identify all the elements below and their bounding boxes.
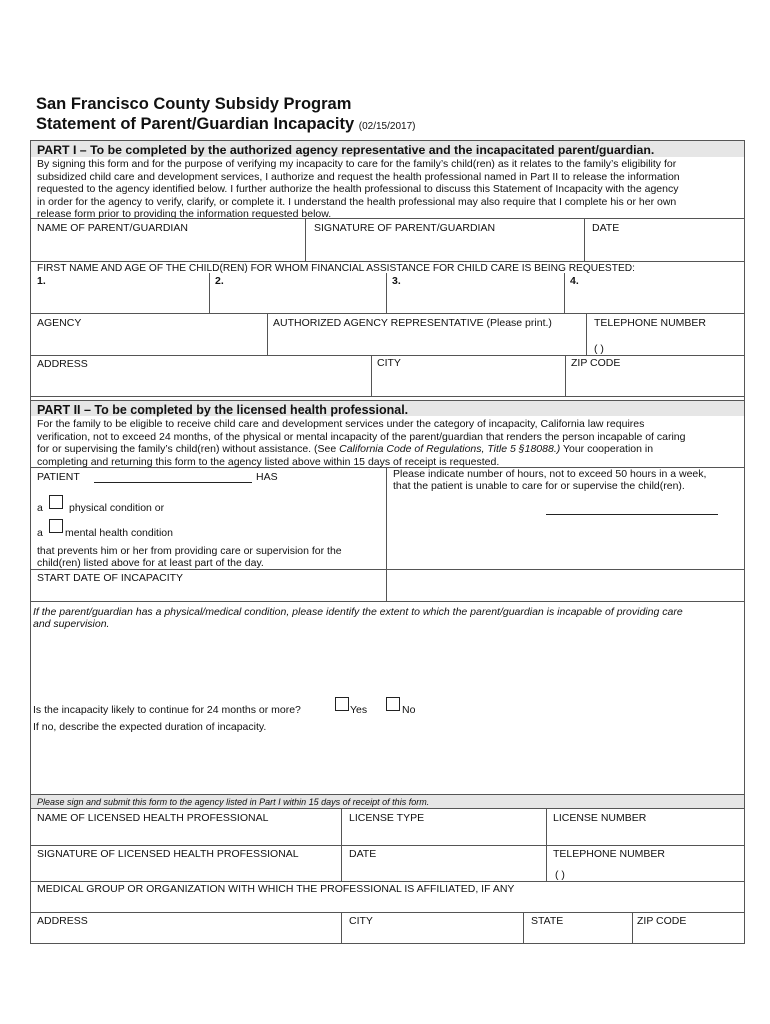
- license-number-field[interactable]: [547, 809, 744, 845]
- license-number-label: LICENSE NUMBER: [553, 812, 647, 824]
- agency-rep-label: AUTHORIZED AGENCY REPRESENTATIVE (Please print.): [273, 317, 552, 329]
- part2-intro-text: for or supervising the family’s child(ren) without assistance. (See: [37, 443, 340, 455]
- patient-name-line[interactable]: [94, 482, 252, 483]
- org-label: MEDICAL GROUP OR ORGANIZATION WITH WHICH THE PROFESSIONAL IS AFFILIATED, IF ANY: [37, 883, 515, 895]
- child-3-number: 3.: [392, 275, 401, 287]
- start-date-label: START DATE OF INCAPACITY: [37, 572, 184, 584]
- hp-address-field[interactable]: [31, 913, 341, 944]
- part2-heading: PART II – To be completed by the licensed health professional.: [37, 403, 409, 417]
- hours-instruction: that the patient is unable to care for or supervise the child(ren).: [393, 480, 685, 492]
- part2-intro-text: Your cooperation in: [560, 443, 654, 455]
- form-subtitle: [36, 115, 415, 134]
- hp-signature-field[interactable]: [31, 846, 341, 881]
- agency-field[interactable]: [31, 314, 267, 355]
- agency-address-field[interactable]: [31, 356, 371, 396]
- hp-city-field[interactable]: [342, 913, 523, 944]
- physical-condition-label: physical condition or: [69, 502, 165, 514]
- agency-phone-paren: ( ): [594, 343, 604, 355]
- parent-name-label: NAME OF PARENT/GUARDIAN: [37, 222, 188, 234]
- part1-intro-line: release form prior to providing the information requested below.: [37, 208, 332, 220]
- form-frame: [30, 140, 745, 944]
- agency-address-label: ADDRESS: [37, 358, 88, 370]
- patient-label: PATIENT: [37, 471, 80, 483]
- part2-intro-line: For the family to be eligible to receive child care and development services under the category of incapacity, California law requires: [37, 418, 645, 430]
- hours-instruction: Please indicate number of hours, not to exceed 50 hours in a week,: [393, 468, 707, 480]
- child-4-number: 4.: [570, 275, 579, 287]
- regulation-citation: California Code of Regulations, Title 5 §18088.): [339, 443, 561, 455]
- mental-condition-checkbox[interactable]: [49, 519, 63, 533]
- hp-phone-label: TELEPHONE NUMBER: [553, 848, 666, 860]
- extent-question: and supervision.: [33, 618, 110, 630]
- hp-signature-label: SIGNATURE OF LICENSED HEALTH PROFESSIONAL: [37, 848, 299, 860]
- no-checkbox[interactable]: [386, 697, 400, 711]
- part1-intro-line: subsidized child care and development services, I authorize and request the health professional named in Part II to release the information: [37, 170, 680, 183]
- hp-state-label: STATE: [531, 915, 564, 927]
- mental-condition-label: mental health condition: [65, 527, 173, 539]
- hp-phone-paren: ( ): [555, 869, 565, 881]
- divider: [31, 261, 744, 262]
- hp-date-label: DATE: [349, 848, 377, 860]
- prevents-text: child(ren) listed above for at least part of the day.: [37, 557, 264, 569]
- agency-city-field[interactable]: [372, 356, 565, 396]
- part1-intro-line: By signing this form and for the purpose of verifying my incapacity to care for the family’s child(ren) as it relates to the family’s eligibility for: [37, 158, 677, 170]
- agency-label: AGENCY: [37, 317, 82, 329]
- child-3-field[interactable]: [387, 273, 564, 313]
- a-label: a: [37, 527, 43, 539]
- form-title: San Francisco County Subsidy Program: [36, 95, 352, 113]
- hp-date-field[interactable]: [342, 846, 546, 881]
- hp-state-field[interactable]: [524, 913, 632, 944]
- hp-city-label: CITY: [349, 915, 373, 927]
- physical-condition-checkbox[interactable]: [49, 495, 63, 509]
- divider: [31, 601, 744, 602]
- hp-address-label: ADDRESS: [37, 915, 88, 927]
- child-2-number: 2.: [215, 275, 224, 287]
- part1-intro-line: requested to the agency identified below. I further authorize the health professional to discuss this Statement of Incapacity with the agency: [37, 183, 679, 195]
- child-1-field[interactable]: [31, 273, 209, 313]
- parent-date-label: DATE: [592, 222, 620, 234]
- submit-note: Please sign and submit this form to the agency listed in Part I within 15 days of receipt of this form.: [37, 797, 430, 807]
- agency-city-label: CITY: [377, 357, 401, 369]
- divider: [31, 396, 744, 397]
- parent-date-field[interactable]: [585, 219, 744, 261]
- hp-phone-field[interactable]: [547, 859, 744, 881]
- part1-intro: [37, 158, 741, 221]
- agency-zip-field[interactable]: [566, 356, 744, 396]
- hp-name-label: NAME OF LICENSED HEALTH PROFESSIONAL: [37, 812, 269, 824]
- part2-intro-line: [37, 443, 743, 456]
- agency-phone-field[interactable]: [587, 329, 744, 355]
- part1-intro-line: in order for the agency to verify, clarify, or complete it. I understand the health professional may also require that I complete his or her own: [37, 195, 677, 208]
- parent-name-field[interactable]: [31, 219, 305, 261]
- parent-signature-field[interactable]: [306, 219, 584, 261]
- has-label: HAS: [256, 471, 278, 483]
- child-2-field[interactable]: [210, 273, 386, 313]
- part2-intro-line: verification, not to exceed 24 months, of the physical or mental incapacity of the parent/guardian that renders the person incapable of caring: [37, 430, 686, 443]
- agency-zip-label: ZIP CODE: [571, 357, 621, 369]
- child-4-field[interactable]: [565, 273, 744, 313]
- extent-question: If the parent/guardian has a physical/medical condition, please identify the extent to which the parent/guardian is incapable of providing care: [33, 606, 683, 618]
- form-subtitle-text: Statement of Parent/Guardian Incapacity: [36, 115, 355, 133]
- duration-field[interactable]: [31, 735, 744, 791]
- license-type-label: LICENSE TYPE: [349, 812, 425, 824]
- no-label: No: [402, 704, 416, 716]
- part1-heading: PART I – To be completed by the authorized agency representative and the incapacitated parent/guardian.: [37, 143, 655, 157]
- children-label: FIRST NAME AND AGE OF THE CHILD(REN) FOR WHOM FINANCIAL ASSISTANCE FOR CHILD CARE IS BEING REQUESTED:: [37, 263, 635, 274]
- hp-zip-label: ZIP CODE: [637, 915, 687, 927]
- parent-signature-label: SIGNATURE OF PARENT/GUARDIAN: [314, 222, 496, 234]
- extent-field[interactable]: [31, 633, 744, 693]
- agency-rep-field[interactable]: [268, 314, 586, 355]
- hours-input-line[interactable]: [546, 514, 718, 515]
- part2-intro-line: completing and returning this form to the agency listed above within 15 days of receipt is requested.: [37, 455, 500, 468]
- child-1-number: 1.: [37, 275, 46, 287]
- yes-checkbox[interactable]: [335, 697, 349, 711]
- duration-label: If no, describe the expected duration of incapacity.: [33, 721, 267, 733]
- hp-zip-field[interactable]: [633, 913, 744, 944]
- continue-question: Is the incapacity likely to continue for 24 months or more?: [33, 704, 301, 716]
- start-date-field[interactable]: [387, 570, 744, 601]
- yes-label: Yes: [350, 704, 368, 716]
- prevents-text: that prevents him or her from providing care or supervision for the: [37, 545, 342, 557]
- a-label: a: [37, 502, 43, 514]
- form-version: (02/15/2017): [358, 121, 416, 132]
- org-field[interactable]: [31, 882, 744, 912]
- part2-intro: [37, 418, 743, 468]
- agency-phone-label: TELEPHONE NUMBER: [594, 317, 707, 329]
- hp-name-field[interactable]: [31, 809, 341, 845]
- license-type-field[interactable]: [342, 809, 546, 845]
